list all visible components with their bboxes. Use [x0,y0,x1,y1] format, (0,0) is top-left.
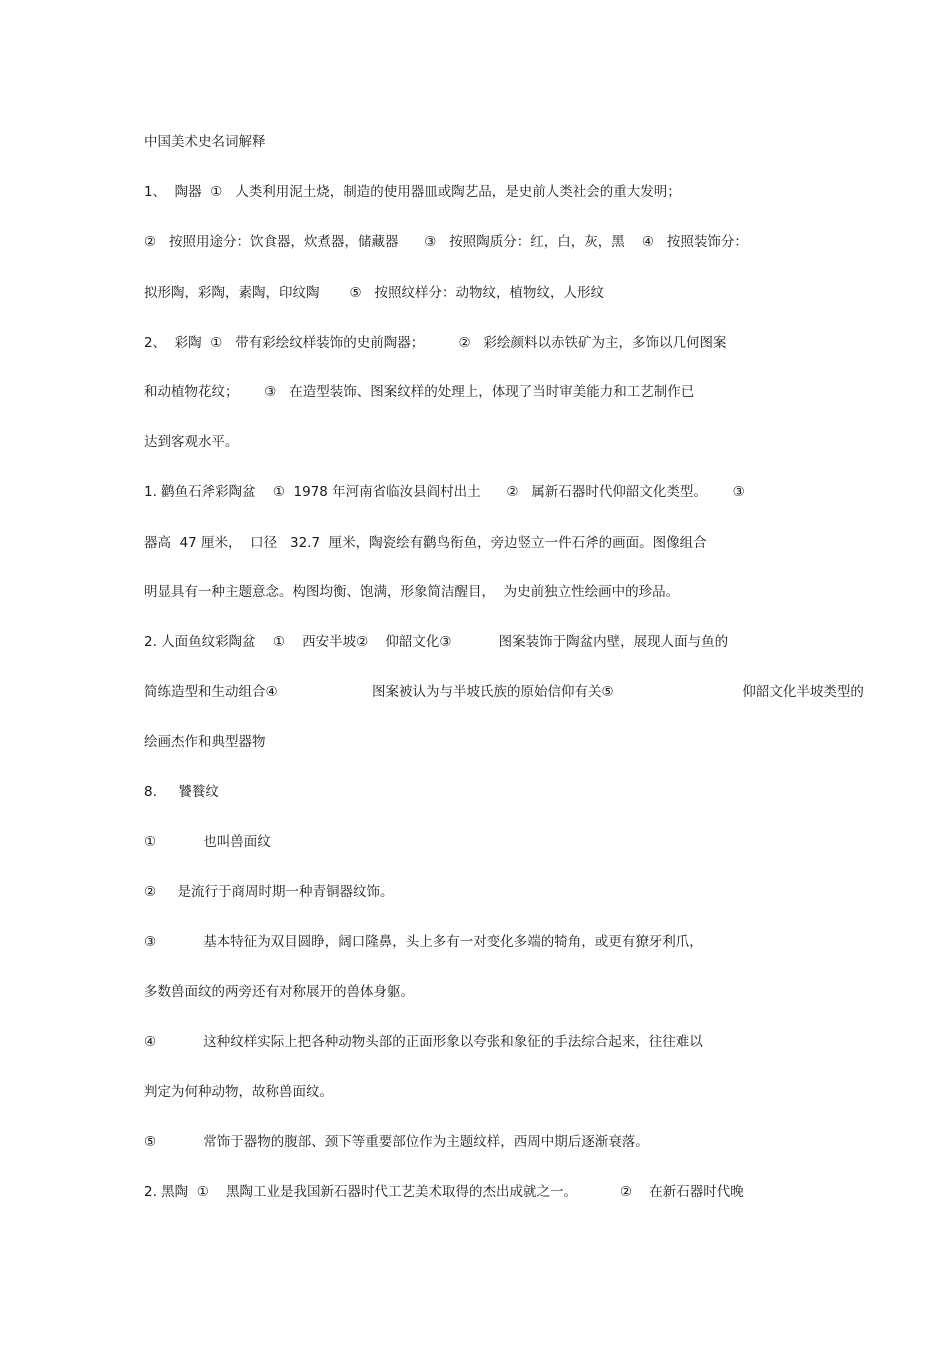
text-line: 和动植物花纹； ③ 在造型装饰、图案纹样的处理上，体现了当时审美能力和工艺制作已 [144,384,695,400]
text-line: 达到客观水平。 [144,434,239,450]
text-line: 简练造型和生动组合④ 图案被认为与半坡氏族的原始信仰有关⑤ 仰韶文化半坡类型的 [144,684,864,700]
text-line: 器高 47 厘米， 口径 32.7 厘米，陶瓷绘有鹳鸟衔鱼，旁边竖立一件石斧的画面。图像组合 [144,535,707,551]
text-line: ③ 基本特征为双目圆睁，阔口隆鼻，头上多有一对变化多端的犄角，或更有獠牙利爪， [144,934,703,950]
text-line: ⑤ 常饰于器物的腹部、颈下等重要部位作为主题纹样，西周中期后逐渐衰落。 [144,1134,649,1150]
text-line: 明显具有一种主题意念。构图均衡、饱满，形象简洁醒目， 为史前独立性绘画中的珍品。 [144,584,680,600]
text-line: ② 是流行于商周时期一种青铜器纹饰。 [144,884,394,900]
section-heading: 8. 饕餮纹 [144,784,219,800]
text-line: 判定为何种动物，故称兽面纹。 [144,1084,333,1100]
text-line: ① 也叫兽面纹 [144,834,271,850]
text-line: 2、 彩陶 ① 带有彩绘纹样装饰的史前陶器； ② 彩绘颜料以赤铁矿为主，多饰以几何图案 [144,335,727,351]
text-line: 1. 鹳鱼石斧彩陶盆 ① 1978 年河南省临汝县阎村出土 ② 属新石器时代仰韶文化类型。 ③ [144,484,745,500]
text-line: ④ 这种纹样实际上把各种动物头部的正面形象以夸张和象征的手法综合起来，往往难以 [144,1034,703,1050]
text-line: ② 按照用途分：饮食器，炊煮器，储藏器 ③ 按照陶质分：红，白，灰，黑 ④ 按照装饰分： [144,234,748,250]
text-line: 多数兽面纹的两旁还有对称展开的兽体身躯。 [144,984,414,1000]
document-title: 中国美术史名词解释 [144,134,266,150]
text-line: 1、 陶器 ① 人类利用泥土烧，制造的使用器皿或陶艺品，是史前人类社会的重大发明； [144,184,681,200]
text-line: 绘画杰作和典型器物 [144,734,266,750]
text-line: 2. 人面鱼纹彩陶盆 ① 西安半坡② 仰韶文化③ 图案装饰于陶盆内壁，展现人面与鱼的 [144,634,729,650]
text-line: 2. 黑陶 ① 黑陶工业是我国新石器时代工艺美术取得的杰出成就之一。 ② 在新石器时代晚 [144,1184,744,1200]
text-line: 拟形陶，彩陶，素陶，印纹陶 ⑤ 按照纹样分：动物纹，植物纹，人形纹 [144,285,605,301]
